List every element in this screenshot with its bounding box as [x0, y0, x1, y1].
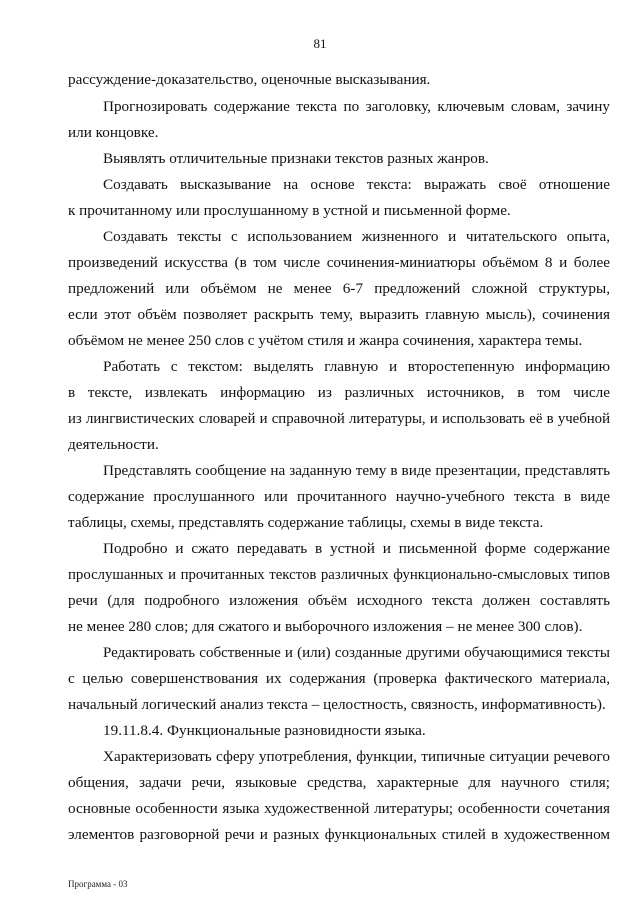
text-line: если этот объём позволяет раскрыть тему, выразить главную мысль), сочинения — [68, 306, 610, 323]
page-number: 81 — [313, 36, 327, 51]
footer-label: Программа - 03 — [68, 879, 128, 889]
text-line: рассуждение-доказательство, оценочные высказывания. — [68, 71, 431, 88]
text-line: деятельности. — [68, 436, 159, 453]
text-line: Представлять сообщение на заданную тему в виде презентации, представлять — [103, 462, 610, 479]
text-line: предложений или объёмом не менее 6-7 предложений сложной структуры, — [68, 280, 610, 297]
text-line: содержание прослушанного или прочитанного научно-учебного текста в виде — [68, 488, 610, 505]
text-line: из лингвистических словарей и справочной литературы, и использовать её в учебной — [68, 411, 610, 427]
text-line: не менее 280 слов; для сжатого и выборочного изложения – не менее 300 слов). — [68, 618, 583, 635]
text-line: основные особенности языка художественной литературы; особенности сочетания — [68, 800, 610, 817]
text-line: с целью совершенствования их содержания (проверка фактического материала, — [68, 670, 610, 687]
text-line: Редактировать собственные и (или) созданные другими обучающимися тексты — [103, 645, 610, 661]
text-line: прослушанных и прочитанных текстов различных функционально-смысловых типов — [68, 567, 610, 583]
text-line: речи (для подробного изложения объём исходного текста должен составлять — [68, 592, 610, 609]
text-line: Работать с текстом: выделять главную и второстепенную информацию — [103, 358, 610, 375]
text-line: Создавать тексты с использованием жизненного и читательского опыта, — [103, 228, 610, 245]
text-line: к прочитанному или прослушанному в устной и письменной форме. — [68, 202, 511, 219]
text-line: произведений искусства (в том числе сочинения-миниатюры объёмом 8 и более — [68, 254, 610, 271]
text-line: Подробно и сжато передавать в устной и письменной форме содержание — [103, 540, 610, 557]
text-line: Выявлять отличительные признаки текстов разных жанров. — [103, 150, 489, 167]
text-line: начальный логический анализ текста – целостность, связность, информативность). — [68, 696, 606, 713]
text-line: таблицы, схемы, представлять содержание таблицы, схемы в виде текста. — [68, 514, 544, 531]
text-line: элементов разговорной речи и разных функциональных стилей в художественном — [68, 826, 610, 843]
text-line: Создавать высказывание на основе текста: выражать своё отношение — [103, 176, 610, 193]
text-line: или концовке. — [68, 124, 159, 141]
text-line: Характеризовать сферу употребления, функции, типичные ситуации речевого — [103, 748, 610, 765]
text-line: Прогнозировать содержание текста по заголовку, ключевым словам, зачину — [103, 98, 610, 115]
text-line: общения, задачи речи, языковые средства, характерные для научного стиля; — [68, 774, 610, 791]
text-line: объёмом не менее 250 слов с учётом стиля и жанра сочинения, характера темы. — [68, 332, 583, 349]
section-heading: 19.11.8.4. Функциональные разновидности языка. — [103, 722, 426, 739]
text-line: в тексте, извлекать информацию из различных источников, в том числе — [68, 384, 610, 401]
